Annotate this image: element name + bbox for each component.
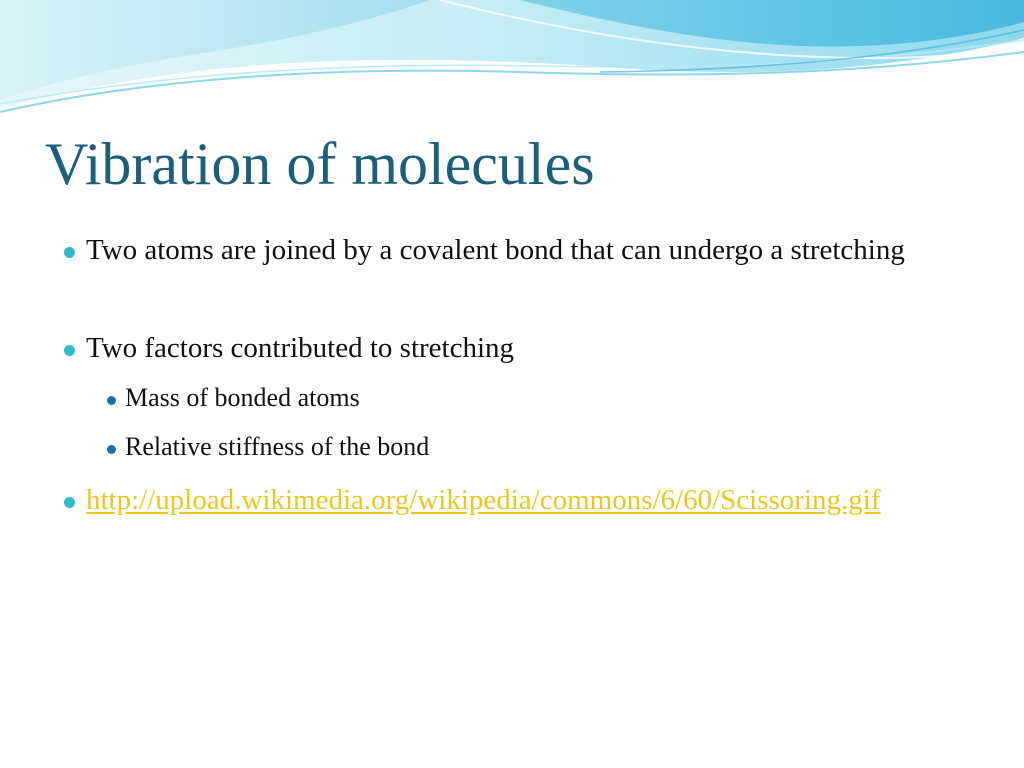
bullet-dot-icon <box>107 396 116 405</box>
bullet-dot-icon <box>64 247 75 258</box>
bullet-dot-icon <box>64 345 75 356</box>
bullet-text: Relative stiffness of the bond <box>125 432 430 461</box>
bullet-item-covalent-bond <box>64 236 964 272</box>
scissoring-gif-link[interactable]: http://upload.wikimedia.org/wikipedia/commons/6/60/Scissoring.gif <box>86 484 881 516</box>
sub-bullet-item-stiffness <box>107 432 907 464</box>
bullet-item-link <box>64 486 964 522</box>
slide-title: Vibration of molecules <box>45 131 595 197</box>
bullet-dot-icon <box>107 445 116 454</box>
sub-bullet-item-mass <box>107 383 907 415</box>
bullet-dot-icon <box>64 497 75 508</box>
bullet-text: Two atoms are joined by a covalent bond that can undergo a stretching <box>86 234 905 266</box>
bullet-item-two-factors <box>64 334 964 370</box>
bullet-text: Two factors contributed to stretching <box>86 332 515 364</box>
bullet-text: Mass of bonded atoms <box>125 383 360 412</box>
bullet-link-wrapper <box>86 478 956 522</box>
header-wave-decoration <box>0 0 1024 130</box>
